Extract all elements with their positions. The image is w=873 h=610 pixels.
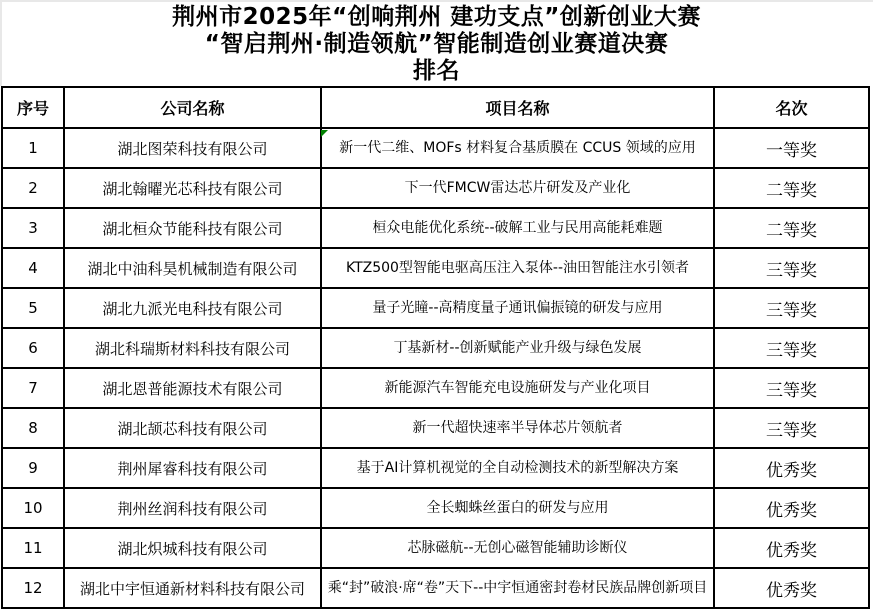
project-cell: 乘“封”破浪·席“卷”天下--中宇恒通密封卷材民族品牌创新项目: [321, 568, 714, 608]
table-row: [2, 168, 869, 208]
table-row: [2, 248, 869, 288]
company-cell: 湖北桓众节能科技有限公司: [64, 208, 321, 248]
project-cell: 新一代超快速率半导体芯片领航者: [321, 408, 714, 448]
table-row: [2, 488, 869, 528]
table-row: [2, 208, 869, 248]
award-cell: 三等奖: [714, 368, 869, 408]
company-cell: 湖北九派光电科技有限公司: [64, 288, 321, 328]
project-cell: KTZ500型智能电驱高压注入泵体--油田智能注水引领者: [321, 248, 714, 288]
title-line-1: 荆州市2025年“创响荆州 建功支点”创新创业大赛: [172, 4, 701, 30]
table-row: [2, 568, 869, 608]
row-number-cell: 7: [2, 368, 64, 408]
table-row: [2, 368, 869, 408]
row-number-cell: 8: [2, 408, 64, 448]
project-cell: 新能源汽车智能充电设施研发与产业化项目: [321, 368, 714, 408]
table-row: [2, 448, 869, 488]
ranking-table: [1, 86, 870, 609]
col-header-no: 序号: [2, 87, 64, 128]
project-cell: 基于AI计算机视觉的全自动检测技术的新型解决方案: [321, 448, 714, 488]
company-cell: 湖北颉芯科技有限公司: [64, 408, 321, 448]
row-number-cell: 1: [2, 128, 64, 168]
company-cell: 湖北中宇恒通新材料科技有限公司: [64, 568, 321, 608]
award-cell: 三等奖: [714, 408, 869, 448]
project-cell: 全长蜘蛛丝蛋白的研发与应用: [321, 488, 714, 528]
row-number-cell: 10: [2, 488, 64, 528]
row-number-cell: 6: [2, 328, 64, 368]
award-cell: 三等奖: [714, 288, 869, 328]
table-row: [2, 408, 869, 448]
table-header-row: [2, 87, 869, 128]
award-cell: 优秀奖: [714, 528, 869, 568]
project-cell: 量子光瞳--高精度量子通讯偏振镜的研发与应用: [321, 288, 714, 328]
row-number-cell: 11: [2, 528, 64, 568]
award-cell: 二等奖: [714, 168, 869, 208]
award-cell: 优秀奖: [714, 568, 869, 608]
row-number-cell: 12: [2, 568, 64, 608]
page-title: [0, 4, 873, 85]
company-cell: 湖北翰曜光芯科技有限公司: [64, 168, 321, 208]
company-cell: 荆州犀睿科技有限公司: [64, 448, 321, 488]
award-cell: 优秀奖: [714, 488, 869, 528]
project-cell: 桓众电能优化系统--破解工业与民用高能耗难题: [321, 208, 714, 248]
row-number-cell: 9: [2, 448, 64, 488]
cell-comment-marker-icon: [321, 130, 328, 137]
award-cell: 三等奖: [714, 248, 869, 288]
row-number-cell: 2: [2, 168, 64, 208]
col-header-award: 名次: [714, 87, 869, 128]
project-cell: 新一代二维、MOFs 材料复合基质膜在 CCUS 领域的应用: [321, 128, 714, 168]
company-cell: 湖北图荣科技有限公司: [64, 128, 321, 168]
col-header-project: 项目名称: [321, 87, 714, 128]
award-cell: 二等奖: [714, 208, 869, 248]
row-number-cell: 4: [2, 248, 64, 288]
table-row: [2, 528, 869, 568]
table-row: [2, 288, 869, 328]
row-number-cell: 5: [2, 288, 64, 328]
table-body: [2, 128, 869, 608]
company-cell: 湖北科瑞斯材料科技有限公司: [64, 328, 321, 368]
title-line-3: 排名: [413, 58, 460, 84]
award-cell: 优秀奖: [714, 448, 869, 488]
title-line-2: “智启荆州·制造领航”智能制造创业赛道决赛: [204, 31, 669, 57]
row-number-cell: 3: [2, 208, 64, 248]
company-cell: 湖北恩普能源技术有限公司: [64, 368, 321, 408]
company-cell: 荆州丝润科技有限公司: [64, 488, 321, 528]
company-cell: 湖北中油科昊机械制造有限公司: [64, 248, 321, 288]
table-row: [2, 328, 869, 368]
col-header-company: 公司名称: [64, 87, 321, 128]
table-row: [2, 128, 869, 168]
award-cell: 三等奖: [714, 328, 869, 368]
project-cell: 下一代FMCW雷达芯片研发及产业化: [321, 168, 714, 208]
project-cell: 丁基新材--创新赋能产业升级与绿色发展: [321, 328, 714, 368]
canvas-edge-top: [0, 0, 873, 2]
company-cell: 湖北炽城科技有限公司: [64, 528, 321, 568]
project-cell: 芯脉磁航--无创心磁智能辅助诊断仪: [321, 528, 714, 568]
award-cell: 一等奖: [714, 128, 869, 168]
